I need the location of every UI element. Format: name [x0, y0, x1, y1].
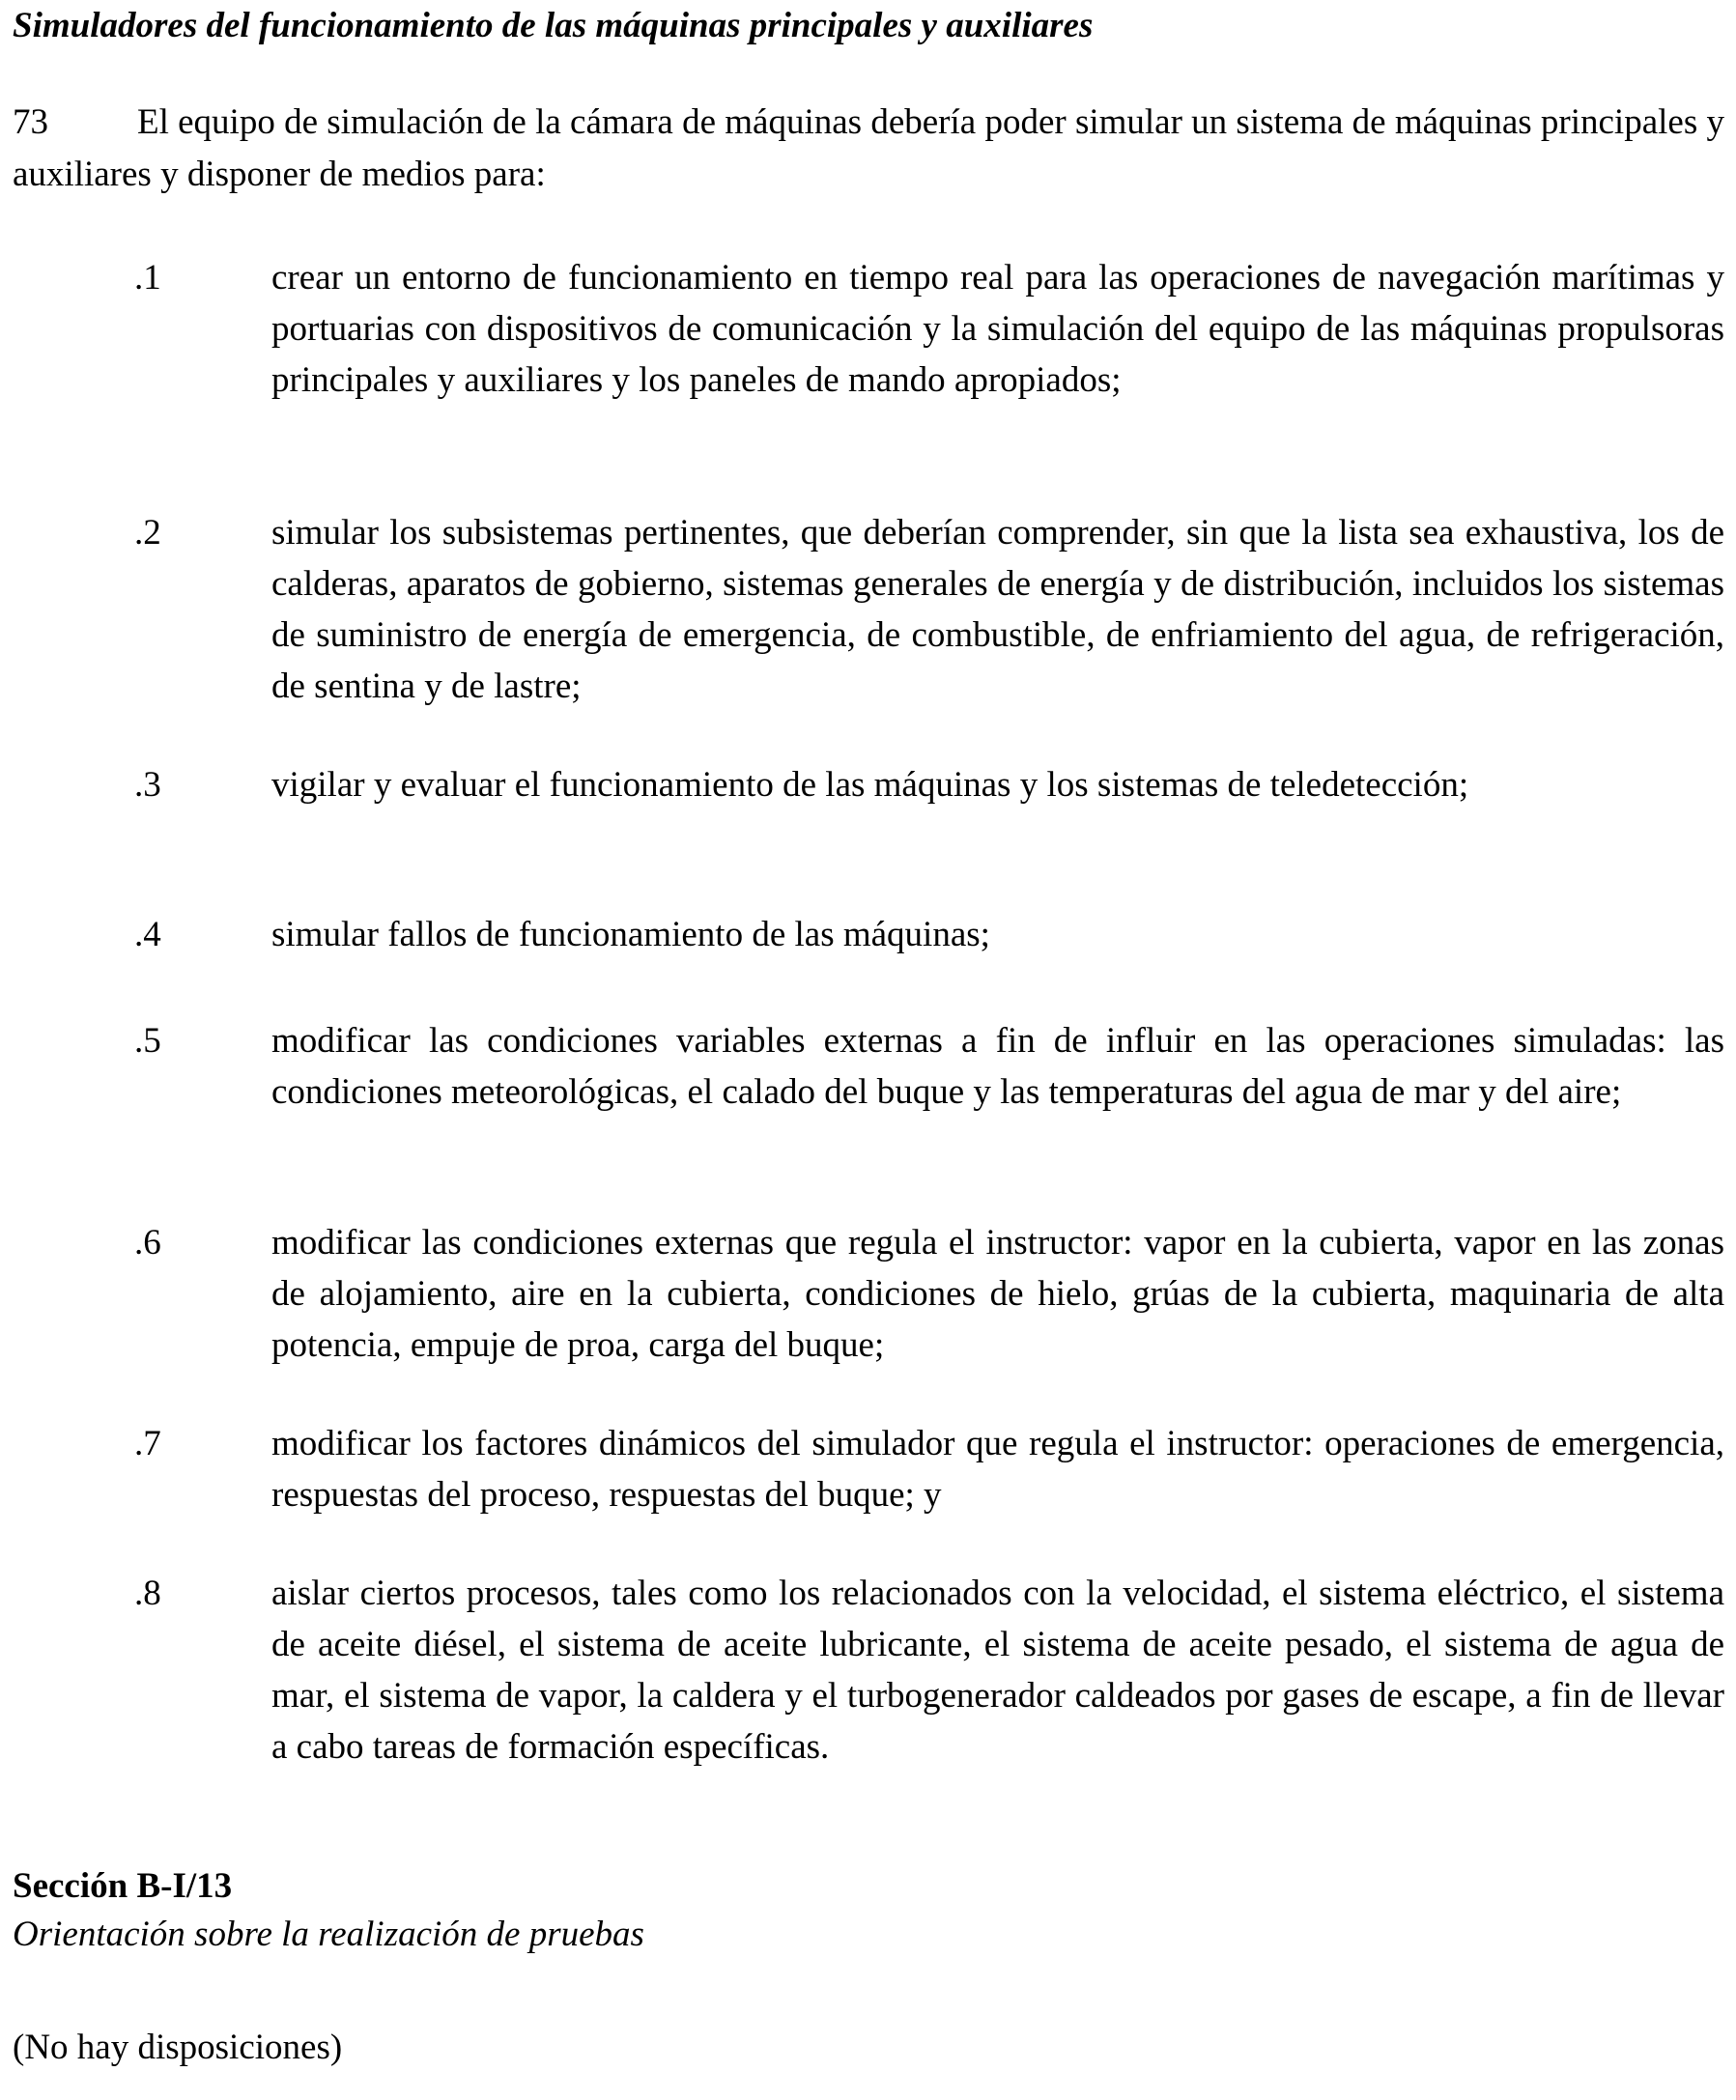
- section-note: (No hay disposiciones): [13, 2028, 343, 2067]
- list-item-text: modificar las condiciones externas que regula el instructor: vapor en la cubierta, vapor en las zonas de alojamiento, aire en la cubierta, condiciones de hielo, grúas de la cubierta, maquinaria de alta potencia, empuje de proa, carga del buque;: [271, 1223, 1724, 1365]
- list-item-marker: .6: [134, 1223, 161, 1263]
- section-heading: Simuladores del funcionamiento de las máquinas principales y auxiliares: [13, 6, 1094, 45]
- section-subtitle: Orientación sobre la realización de pruebas: [13, 1915, 644, 1954]
- list-item-marker: .1: [134, 258, 161, 298]
- list-item-text: simular fallos de funcionamiento de las máquinas;: [271, 915, 990, 954]
- paragraph-text: El equipo de simulación de la cámara de máquinas debería poder simular un sistema de máquinas principales y auxiliares y disponer de medios para:: [13, 102, 1724, 194]
- list-item-marker: .3: [134, 765, 161, 805]
- list-item-text: aislar ciertos procesos, tales como los relacionados con la velocidad, el sistema eléctrico, el sistema de aceite diésel, el sistema de aceite lubricante, el sistema de aceite pesado, el sistema de agua de mar, el sistema de vapor, la caldera y el turbogenerador caldeados por gases de escape, a fin de llevar a cabo tareas de formación específicas.: [271, 1574, 1724, 1767]
- list-item-marker: .2: [134, 513, 161, 553]
- list-item-text: crear un entorno de funcionamiento en tiempo real para las operaciones de navegación marítimas y portuarias con dispositivos de comunicación y la simulación del equipo de las máquinas propulsoras principales y auxiliares y los paneles de mando apropiados;: [271, 258, 1724, 400]
- list-item-text: simular los subsistemas pertinentes, que deberían comprender, sin que la lista sea exhaustiva, los de calderas, aparatos de gobierno, sistemas generales de energía y de distribución, incluidos los sistemas de suministro de energía de emergencia, de combustible, de enfriamiento del agua, de refrigeración, de sentina y de lastre;: [271, 513, 1724, 706]
- list-item-text: modificar los factores dinámicos del simulador que regula el instructor: operaciones de emergencia, respuestas del proceso, respuestas del buque; y: [271, 1424, 1724, 1515]
- list-item-marker: .5: [134, 1021, 161, 1061]
- list-item-text: vigilar y evaluar el funcionamiento de las máquinas y los sistemas de teledetección;: [271, 765, 1469, 805]
- section-title: Sección B-I/13: [13, 1866, 233, 1906]
- list-item-marker: .4: [134, 915, 161, 954]
- paragraph-number: 73: [13, 102, 48, 142]
- list-item-marker: .8: [134, 1574, 161, 1613]
- paragraph-73: [13, 97, 1724, 201]
- list-item-text: modificar las condiciones variables externas a fin de influir en las operaciones simuladas: las condiciones meteorológicas, el calado del buque y las temperaturas del agua de mar y del aire;: [271, 1021, 1724, 1112]
- list-item-marker: .7: [134, 1424, 161, 1463]
